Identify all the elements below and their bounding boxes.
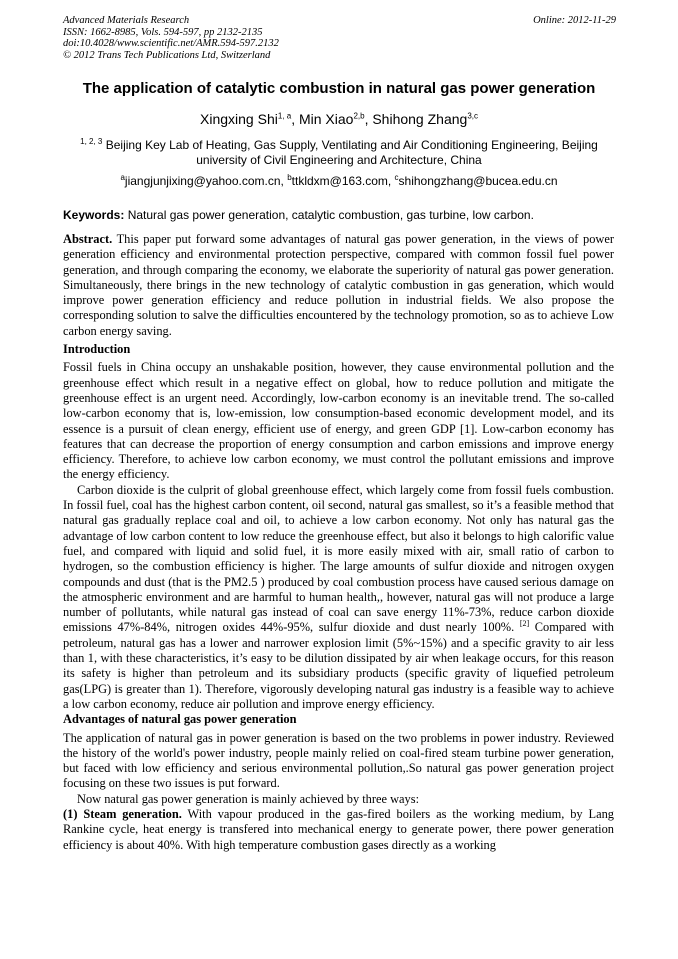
author-affil-mark: 1, a: [277, 111, 292, 121]
abstract-text: This paper put forward some advantages of natural gas power generation, in the views of power generation efficiency and environmental protection perspective, compared with common fossil fuel power generation, and through comparing the economy, we elaborate the superiority of natural gas power generation. Simultaneously, there brings in the new technology of catalytic combustion in gas generation, which would improve power generation efficiency and reduce pollution in industrial fields. We also propose the corresponding solution to salve the difficulties encountered by the technology promotion, so as to achieve Low carbon energy saving.: [63, 232, 615, 338]
email-mark: b: [287, 173, 292, 182]
keywords: [63, 208, 623, 222]
journal-name: Advanced Materials Research: [63, 15, 190, 26]
author-name: Shihong Zhang: [372, 111, 468, 127]
email-list: $^a$jiangjunjixing@yahoo.com.cn, $^b$ttkldxm@163.com, $^c$shihongzhang@bucea.edu.cn: [120, 173, 558, 188]
journal-header: [63, 15, 279, 61]
list-item-label: (1) Steam generation.: [63, 806, 182, 821]
section-heading-advantages: Advantages of natural gas power generation: [63, 712, 297, 727]
author-list: Xingxing Shi$^{1, a}$, Min Xiao$^{2,b}$, Shihong Zhang$^{3,c}$: [200, 111, 478, 127]
journal-doi: doi:10.4028/www.scientific.net/AMR.594-597.2132: [63, 38, 279, 49]
email-mark: a: [120, 173, 125, 182]
author-name: Xingxing Shi: [200, 111, 278, 127]
paragraph: [63, 483, 614, 712]
author-affil-mark: 2,b: [353, 111, 365, 121]
paragraph-text: With vapour produced in the gas-fired boilers as the working medium, by Lang Rankine cycle, heat energy is transfered into mechanical energy to generate power, there power generation efficiency is about 40%. With high temperature combustion gases directly as a working: [63, 806, 614, 852]
affiliation: [63, 138, 615, 168]
paragraph-text: Compared with petroleum, natural gas has a lower and narrower explosion limit (5%~15%) and a specific gravity to air less than 1, with these characteristics, it’s easy to be dilution dissipated by air when leakage occurs, for this reason its safety is higher than petroleum and its subsidiary products (specific gravity of liquefied petroleum gas(LPG) is greater than 1). Therefore, vigorously developing natural gas industry is a feasible way to achieve a low carbon economy, reduce air pollution and improve energy efficiency.: [63, 620, 614, 711]
online-date: Online: 2012-11-29: [533, 15, 616, 26]
paper-body: [63, 232, 614, 853]
abstract: [63, 232, 614, 339]
affiliation-text: Beijing Key Lab of Heating, Gas Supply, Ventilating and Air Conditioning Engineering, Beijing university of Civil Engineering and Architecture, China: [105, 138, 598, 167]
email-address: ttkldxm@163.com: [291, 174, 388, 188]
affiliation-mark: 1, 2, 3: [80, 137, 103, 146]
paragraph: The application of natural gas in power generation is based on the two problems in power industry. Reviewed the history of the world's power industry, people mainly relied on coal-fired steam turbine power generation, but faced with low efficiency and serious environmental pollution,.So natural gas power generation project focusing on these two issues is put forward.: [63, 730, 614, 791]
paragraph-text: Carbon dioxide is the culprit of global greenhouse effect, which largely come from fossil fuels combustion. In fossil fuel, coal has the highest carbon content, oil second, natural gas smallest, so it’s a feasible method that natural gas gradually replace coal and oil, to achieve a low carbon economy. Not only has natural gas the advantage of low carbon content to low reduce the greenhouse effect, but also it belongs to high calorific value fuel, and compared with liquid and solid fuel, it is more easily mixed with air, small ratio of carbon to hydrogen, so the combustion efficiency is higher. The large amounts of sulfur dioxide and nitrogen oxygen compounds and dust (that is the PM2.5 ) produced by coal combustion process have caused serious damage on the atmospheric environment and are harmful to human health,, however, natural gas will not produce a large number of pollutants, while natural gas instead of coal can save energy 11%-73%, reduce carbon dioxide emissions 47%-84%, nitrogen oxides 44%-95%, sulfur dioxide and dust nearly 100%.: [63, 482, 614, 635]
section-heading-introduction: Introduction: [63, 342, 131, 357]
paper-title: The application of catalytic combustion in natural gas power generation: [82, 80, 596, 97]
email-address: shihongzhang@bucea.edu.cn: [398, 174, 558, 188]
journal-issn: ISSN: 1662-8985, Vols. 594-597, pp 2132-2135: [63, 26, 263, 38]
paragraph: Fossil fuels in China occupy an unshakable position, however, they cause environmental pollution and the greenhouse effect which result in a negative effect on global, how to reduce pollution and mitigate the greenhouse effect is an urgent need. Accordingly, low-carbon economy is an inevitable trend. The so-called low-carbon economy that is, low-emission, low consumption-based economic development model, and its essence is a pursuit of clean energy, efficient use of energy, and green GDP [1]. Low-carbon economy has features that can decrease the proportion of energy consumption and carbon emissions and improve energy efficiency. Therefore, to achieve low carbon economy, we must control the pollutant emissions and improve the energy efficiency.: [63, 360, 614, 482]
abstract-label: Abstract.: [63, 232, 113, 246]
journal-copyright: © 2012 Trans Tech Publications Ltd, Switzerland: [63, 49, 271, 61]
author-name: Min Xiao: [298, 111, 354, 127]
email-mark: c: [394, 173, 399, 182]
author-affil-mark: 3,c: [467, 111, 478, 121]
paragraph: Now natural gas power generation is mainly achieved by three ways:: [77, 791, 420, 806]
keywords-text: Natural gas power generation, catalytic combustion, gas turbine, low carbon.: [127, 208, 534, 222]
citation-ref: [2]: [519, 619, 530, 629]
keywords-label: Keywords:: [63, 208, 125, 222]
email-address: jiangjunjixing@yahoo.com.cn: [124, 174, 281, 188]
paragraph: [63, 807, 614, 853]
